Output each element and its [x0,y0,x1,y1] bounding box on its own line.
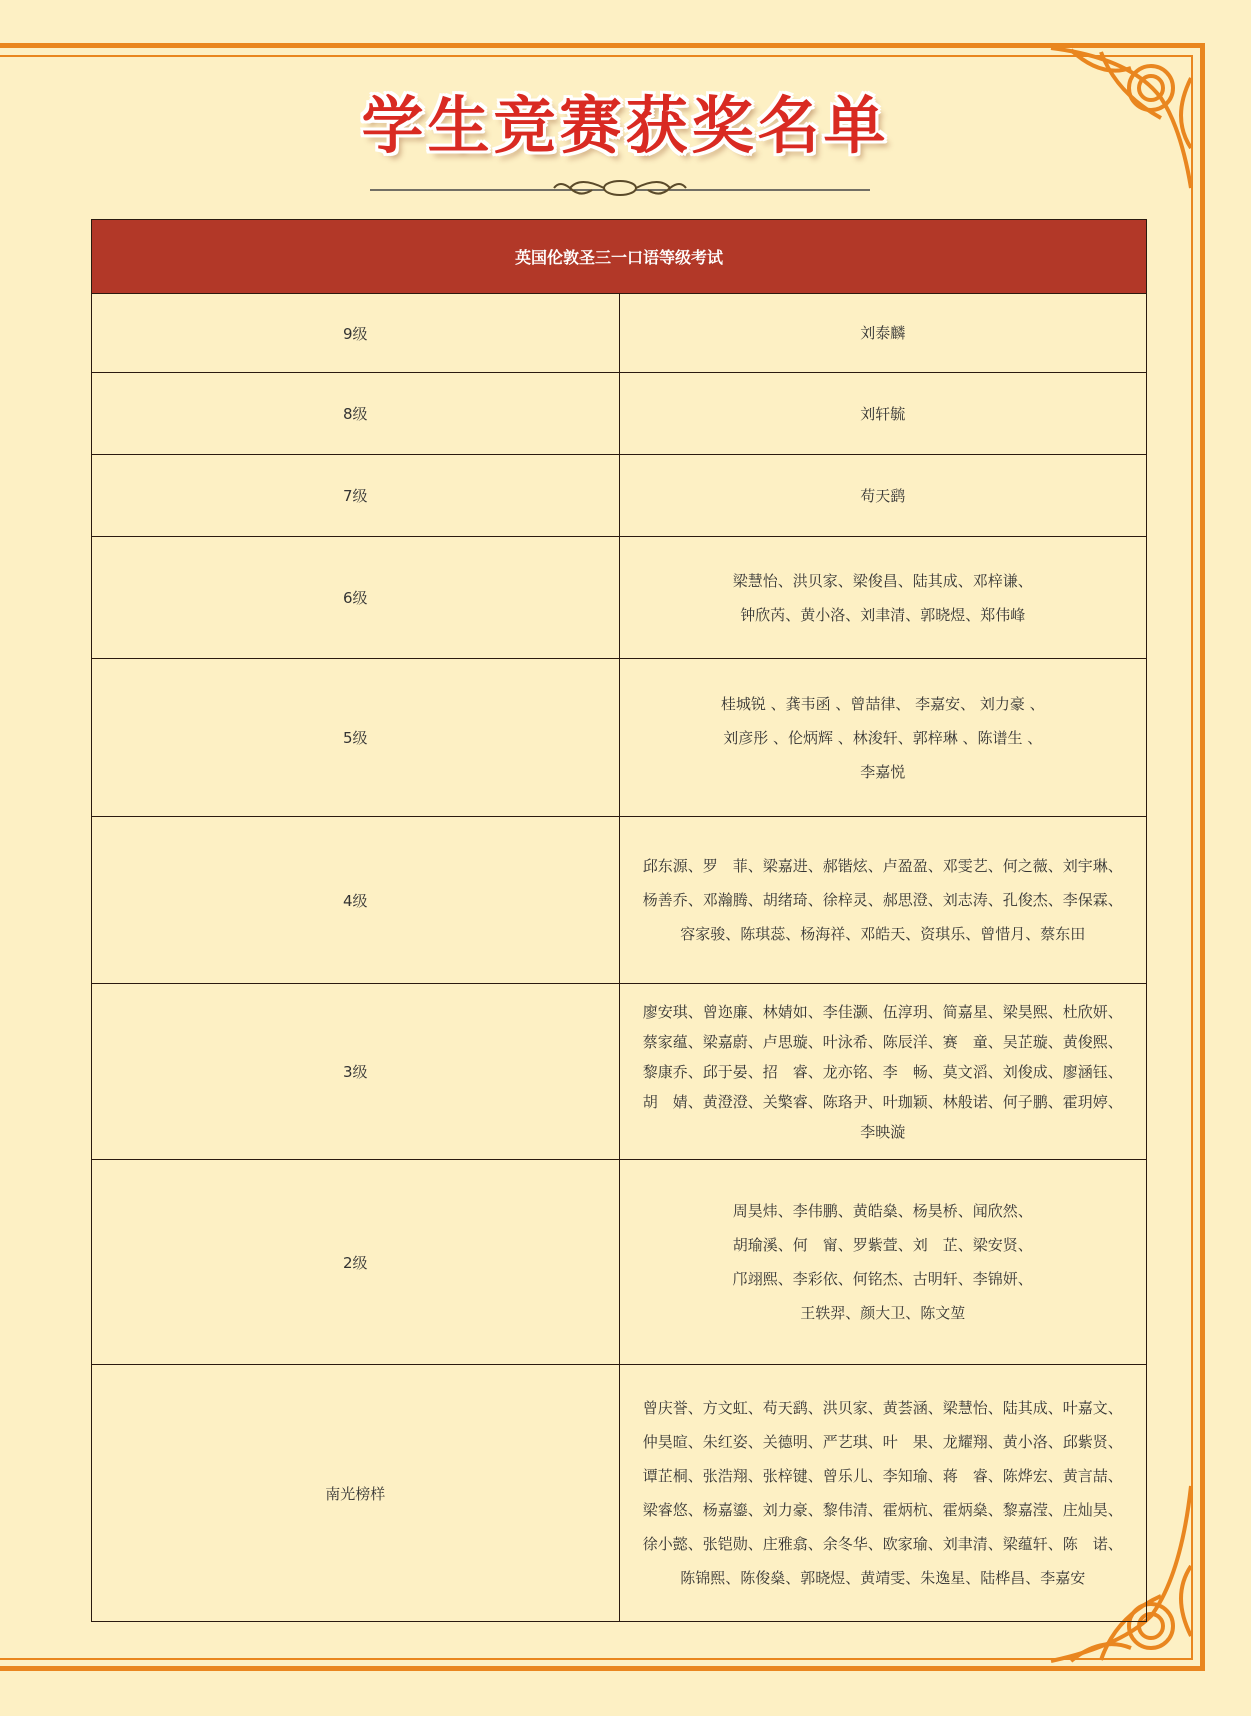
names-line: 苟天鹞 [860,486,906,505]
winner-names [619,294,1147,373]
names-line: 谭芷桐、张浩翔、张梓键、曾乐儿、李知瑜、蒋 睿、陈烨宏、黄言喆、 [642,1467,1123,1485]
names-line: 蔡家蕴、梁嘉蔚、卢思璇、叶泳希、陈辰洋、赛 童、吴芷璇、黄俊熙、 [642,1032,1123,1051]
award-level: 3级 [92,984,620,1160]
table-row [92,294,1147,373]
names-line: 胡 婧、黄澄澄、关檠睿、陈珞尹、叶珈颖、林般诺、何子鹏、霍玥婷、 [642,1092,1123,1111]
award-level: 4级 [92,817,620,984]
names-line: 李映漩 [860,1122,906,1141]
table-row [92,817,1147,984]
winner-names [619,984,1147,1160]
names-line: 李嘉悦 [860,762,906,781]
names-line: 陈锦熙、陈俊燊、郭晓煜、黄靖雯、朱逸星、陆桦昌、李嘉安 [680,1569,1086,1587]
table-row [92,659,1147,817]
title-divider-ornament [370,176,870,200]
names-line: 钟欣芮、黄小洛、刘聿清、郭晓煜、郑伟峰 [740,605,1026,624]
winner-names [619,1160,1147,1365]
table-row [92,1160,1147,1365]
names-line: 周昊炜、李伟鹏、黄皓燊、杨昊桥、闻欣然、 [732,1202,1033,1220]
names-line: 刘轩毓 [860,404,906,423]
names-line: 刘泰麟 [860,324,906,342]
winner-names [619,537,1147,659]
award-level: 7级 [92,455,620,537]
winner-names [619,659,1147,817]
table-row [92,1365,1147,1622]
names-line: 仲昊暄、朱红姿、关德明、严艺琪、叶 果、龙耀翔、黄小洛、邱紫贤、 [642,1433,1123,1451]
winner-names [619,1365,1147,1622]
names-line: 桂城锐 、龚韦函 、曾喆律、 李嘉安、 刘力豪 、 [720,694,1045,713]
names-line: 刘彦彤 、伦炳辉 、林浚轩、郭梓琳 、陈谱生 、 [723,728,1043,747]
names-line: 梁睿悠、杨嘉鎏、刘力豪、黎伟清、霍炳杭、霍炳燊、黎嘉滢、庄灿昊、 [642,1501,1123,1519]
table-row [92,537,1147,659]
award-level: 5级 [92,659,620,817]
award-level: 南光榜样 [92,1365,620,1622]
award-level: 6级 [92,537,620,659]
names-line: 邝翊熙、李彩依、何铭杰、古明轩、李锦妍、 [732,1270,1033,1288]
table-header: 英国伦敦圣三一口语等级考试 [92,220,1147,294]
table-row [92,373,1147,455]
award-level: 2级 [92,1160,620,1365]
table-row [92,984,1147,1160]
award-level: 8级 [92,373,620,455]
names-line: 胡瑜溪、何 甯、罗紫萱、刘 芷、梁安贤、 [732,1236,1033,1254]
names-line: 黎康乔、邱于晏、招 睿、龙亦铭、李 畅、莫文滔、刘俊成、廖涵钰、 [642,1062,1123,1081]
names-line: 曾庆誉、方文虹、苟天鹞、洪贝家、黄荟涵、梁慧怡、陆其成、叶嘉文、 [642,1399,1123,1417]
winner-names [619,817,1147,984]
names-line: 邱东源、罗 菲、梁嘉进、郝锴炫、卢盈盈、邓雯艺、何之薇、刘宇琳、 [642,857,1123,875]
names-line: 梁慧怡、洪贝家、梁俊昌、陆其成、邓梓谦、 [732,571,1033,590]
page-title: 学生竞赛获奖名单 [361,89,890,162]
names-line: 杨善乔、邓瀚腾、胡绪琦、徐梓灵、郝思澄、刘志涛、孔俊杰、李保霖、 [642,891,1123,909]
table-row [92,455,1147,537]
names-line: 徐小懿、张铠勋、庄雅翕、余冬华、欧家瑜、刘聿清、梁蕴轩、陈 诺、 [642,1535,1123,1553]
award-level: 9级 [92,294,620,373]
winner-names [619,373,1147,455]
names-line: 王轶羿、颜大卫、陈文堃 [800,1304,966,1322]
winner-names [619,455,1147,537]
names-line: 廖安琪、曾迩廉、林婧如、李佳灏、伍淳玥、简嘉星、梁昊熙、杜欣妍、 [642,1002,1123,1021]
names-line: 容家骏、陈琪蕊、杨海祥、邓皓天、资琪乐、曾惜月、蔡东田 [680,925,1086,943]
awards-table [91,219,1147,1622]
